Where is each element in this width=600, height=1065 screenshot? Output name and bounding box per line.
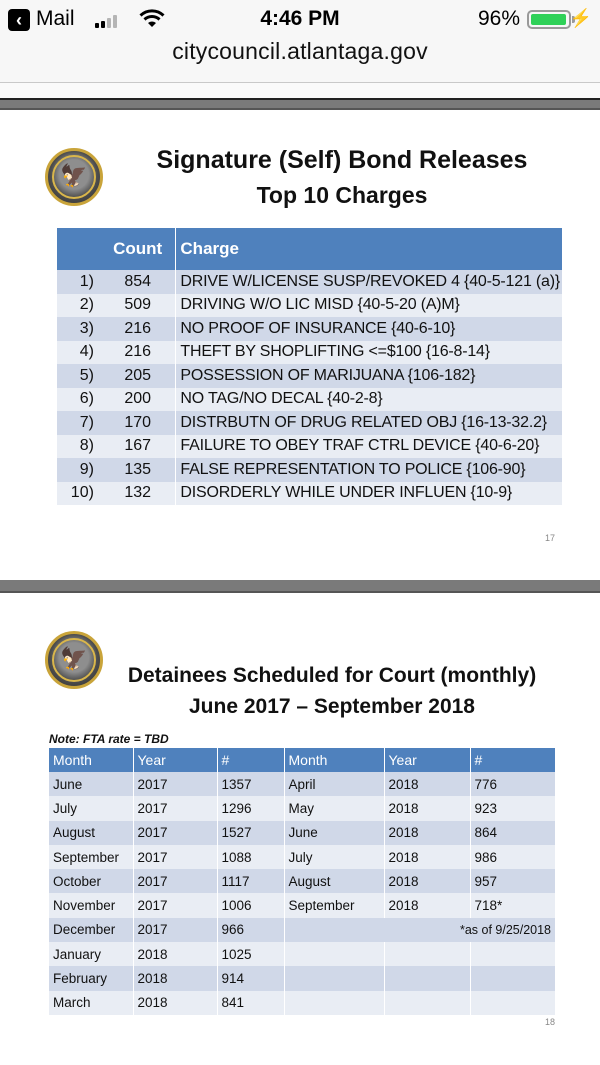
cell-year: 2018 (133, 966, 217, 990)
status-bar (0, 0, 600, 40)
table-row (57, 317, 562, 341)
row-charge: DRIVING W/O LIC MISD {40-5-20 (A)M} (176, 294, 562, 318)
row-count: 132 (100, 482, 176, 506)
slide-subtitle: June 2017 – September 2018 (188, 695, 475, 718)
header-count: # (470, 748, 556, 772)
cell-month: October (49, 869, 133, 893)
cell-year: 2017 (133, 821, 217, 845)
cell-year: 2018 (384, 869, 470, 893)
table-row (57, 294, 562, 318)
row-count: 167 (100, 435, 176, 459)
footnote: *as of 9/25/2018 (284, 918, 556, 942)
cell-year: 2018 (133, 942, 217, 966)
cell-count: 841 (217, 991, 284, 1015)
row-charge: DISTRBUTN OF DRUG RELATED OBJ {16-13-32.2} (176, 411, 562, 435)
header-month: Month (284, 748, 384, 772)
cell-year: 2017 (133, 893, 217, 917)
cell-count: 1088 (217, 845, 284, 869)
row-index: 2) (57, 294, 100, 318)
header-index (57, 228, 100, 270)
table-row (49, 821, 556, 845)
header-year: Year (384, 748, 470, 772)
row-charge: POSSESSION OF MARIJUANA {106-182} (176, 364, 562, 388)
cell-year: 2018 (384, 772, 470, 796)
fta-note: Note: FTA rate = TBD (49, 732, 169, 746)
cell-year: 2018 (384, 821, 470, 845)
slide-bond-releases (0, 108, 600, 580)
row-charge: DRIVE W/LICENSE SUSP/REVOKED 4 {40-5-121 (a)} (176, 270, 562, 294)
table-row (49, 893, 556, 917)
cell-count: 1527 (217, 821, 284, 845)
row-count: 216 (100, 341, 176, 365)
cell-year: 2018 (133, 991, 217, 1015)
row-index: 1) (57, 270, 100, 294)
row-count: 854 (100, 270, 176, 294)
cell-year: 2017 (133, 869, 217, 893)
cell-count: 957 (470, 869, 556, 893)
row-count: 200 (100, 388, 176, 412)
row-charge: FAILURE TO OBEY TRAF CTRL DEVICE {40-6-20} (176, 435, 562, 459)
table-row (49, 966, 556, 990)
cell-year: 2017 (133, 918, 217, 942)
cell-month: December (49, 918, 133, 942)
cell-count: 1357 (217, 772, 284, 796)
header-charge: Charge (176, 228, 562, 270)
cell-month: August (49, 821, 133, 845)
table-row (57, 388, 562, 412)
slide-subtitle: Top 10 Charges (256, 182, 428, 208)
cell-count: 923 (470, 796, 556, 820)
header-count: # (217, 748, 284, 772)
table-row (49, 991, 556, 1015)
header-count: Count (100, 228, 176, 270)
row-count: 216 (100, 317, 176, 341)
cell-year: 2018 (384, 845, 470, 869)
cell-month (284, 942, 384, 966)
row-count: 170 (100, 411, 176, 435)
table-row (57, 364, 562, 388)
cell-count: 864 (470, 821, 556, 845)
table-row (57, 411, 562, 435)
cell-month: June (284, 821, 384, 845)
row-charge: NO TAG/NO DECAL {40-2-8} (176, 388, 562, 412)
address-bar[interactable]: citycouncil.atlantaga.gov (172, 38, 428, 64)
top-charges-table (57, 228, 562, 505)
cell-month: March (49, 991, 133, 1015)
city-seal-logo: 🦅 (45, 148, 103, 206)
cell-count: 986 (470, 845, 556, 869)
cell-year: 2017 (133, 772, 217, 796)
row-count: 205 (100, 364, 176, 388)
row-index: 9) (57, 458, 100, 482)
cell-year: 2017 (133, 845, 217, 869)
table-row (49, 918, 556, 942)
row-charge: THEFT BY SHOPLIFTING <=$100 {16-8-14} (176, 341, 562, 365)
row-count: 509 (100, 294, 176, 318)
row-charge: DISORDERLY WHILE UNDER INFLUEN {10-9} (176, 482, 562, 506)
cell-count: 776 (470, 772, 556, 796)
cell-count (470, 991, 556, 1015)
table-row (57, 435, 562, 459)
row-charge: FALSE REPRESENTATION TO POLICE {106-90} (176, 458, 562, 482)
cell-year (384, 942, 470, 966)
table-header-row (57, 228, 562, 270)
cell-month: June (49, 772, 133, 796)
cell-count (470, 966, 556, 990)
cell-month (284, 991, 384, 1015)
cell-month: May (284, 796, 384, 820)
slide-detainees-scheduled (0, 591, 600, 1065)
cell-year: 2018 (384, 796, 470, 820)
cell-year: 2017 (133, 796, 217, 820)
cell-month: February (49, 966, 133, 990)
cell-year: 2018 (384, 893, 470, 917)
back-arrow-icon[interactable]: ‹ (8, 9, 30, 31)
cell-count: 1025 (217, 942, 284, 966)
cell-count: 1296 (217, 796, 284, 820)
table-row (49, 772, 556, 796)
row-index: 8) (57, 435, 100, 459)
cell-month: August (284, 869, 384, 893)
row-charge: NO PROOF OF INSURANCE {40-6-10} (176, 317, 562, 341)
row-index: 4) (57, 341, 100, 365)
cell-month (284, 966, 384, 990)
table-row (57, 458, 562, 482)
table-header-row (49, 748, 556, 772)
battery-icon (527, 10, 571, 29)
browser-chrome (0, 0, 600, 83)
cell-count: 1117 (217, 869, 284, 893)
row-index: 5) (57, 364, 100, 388)
cell-count: 966 (217, 918, 284, 942)
back-to-app-link[interactable]: Mail (36, 7, 75, 30)
previous-slide-edge (0, 83, 600, 100)
row-index: 10) (57, 482, 100, 506)
slide-title: Detainees Scheduled for Court (monthly) (127, 664, 537, 687)
slide-title: Signature (Self) Bond Releases (156, 146, 528, 174)
cell-month: September (49, 845, 133, 869)
row-index: 6) (57, 388, 100, 412)
cell-month: November (49, 893, 133, 917)
table-row (57, 341, 562, 365)
table-row (57, 270, 562, 294)
cell-count: 718* (470, 893, 556, 917)
battery-percent: 96% (477, 7, 520, 30)
table-row (49, 845, 556, 869)
table-row (49, 869, 556, 893)
clock: 4:46 PM (260, 7, 340, 30)
cell-year (384, 966, 470, 990)
cell-count: 914 (217, 966, 284, 990)
row-index: 7) (57, 411, 100, 435)
cell-month: September (284, 893, 384, 917)
cell-count: 1006 (217, 893, 284, 917)
header-year: Year (133, 748, 217, 772)
table-row (49, 796, 556, 820)
row-count: 135 (100, 458, 176, 482)
cell-month: April (284, 772, 384, 796)
table-row (57, 482, 562, 506)
city-seal-logo: 🦅 (45, 631, 103, 689)
cell-month: January (49, 942, 133, 966)
row-index: 3) (57, 317, 100, 341)
charging-bolt-icon: ⚡ (569, 8, 592, 28)
cell-year (384, 991, 470, 1015)
slide-page-number: 18 (545, 1017, 556, 1027)
slide-page-number: 17 (545, 533, 556, 543)
cell-count (470, 942, 556, 966)
court-schedule-table (49, 748, 556, 1015)
table-row (49, 942, 556, 966)
cell-month: July (49, 796, 133, 820)
header-month: Month (49, 748, 133, 772)
cell-month: July (284, 845, 384, 869)
